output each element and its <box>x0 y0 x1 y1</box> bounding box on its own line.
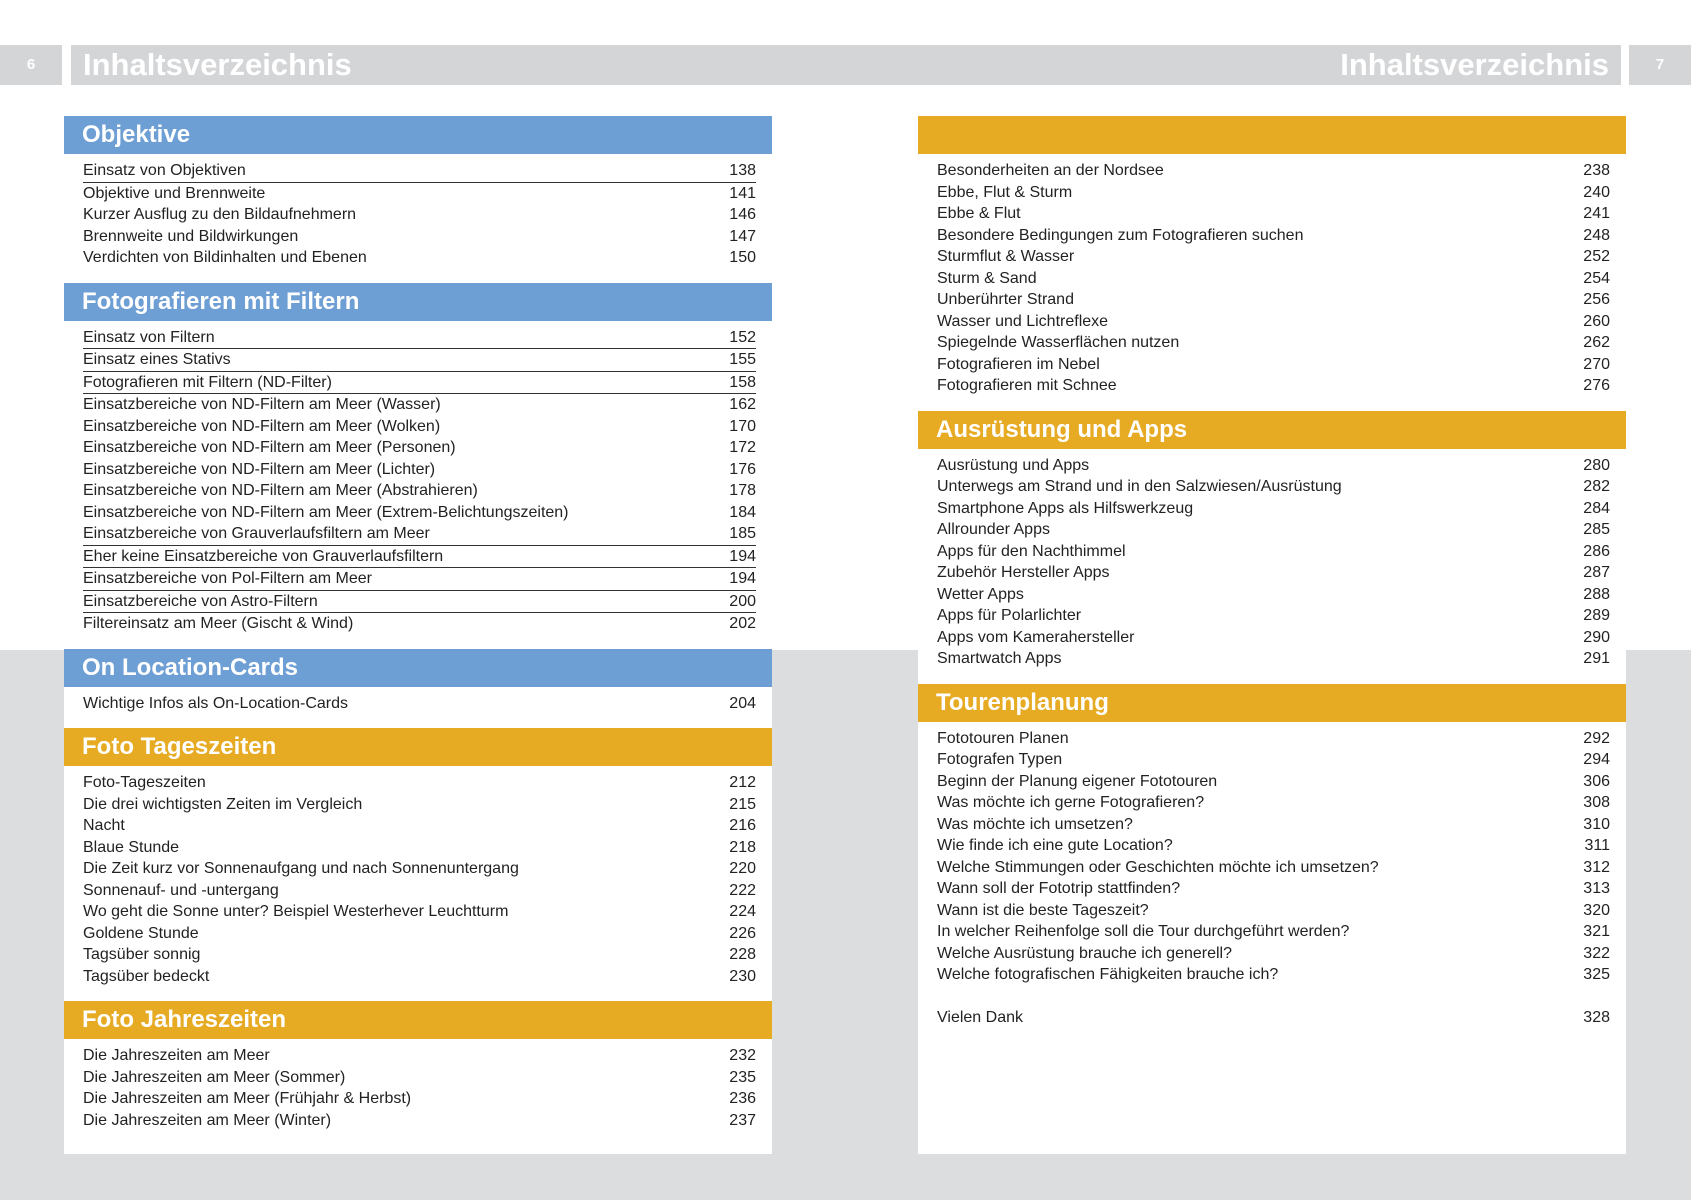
toc-entry-title: Spiegelnde Wasserflächen nutzen <box>937 334 1180 351</box>
toc-entry[interactable] <box>83 437 756 459</box>
toc-entry-page: 230 <box>729 967 756 985</box>
toc-entry-title: Unterwegs am Strand und in den Salzwiesen/Ausrüstung <box>937 478 1342 495</box>
section-heading: Foto Jahreszeiten <box>64 1001 772 1039</box>
toc-entry[interactable] <box>83 1067 756 1089</box>
toc-entry[interactable] <box>937 498 1610 520</box>
toc-entry[interactable] <box>83 480 756 502</box>
toc-entry-page: 288 <box>1583 585 1610 603</box>
toc-entry-list <box>918 154 1626 411</box>
toc-section <box>64 728 772 1001</box>
toc-entry-title: Apps vom Kamerahersteller <box>937 628 1135 646</box>
toc-entry-title: Besonderheiten an der Nordsee <box>937 162 1164 179</box>
toc-entry-page: 158 <box>729 373 756 391</box>
toc-entry-page: 254 <box>1583 269 1610 287</box>
right-page-title: Inhaltsverzeichnis <box>909 45 1621 85</box>
toc-entry-page: 172 <box>729 439 756 456</box>
toc-entry[interactable] <box>937 225 1610 247</box>
toc-entry[interactable] <box>83 247 756 269</box>
toc-entry-title: Wasser und Lichtreflexe <box>937 312 1109 330</box>
toc-entry[interactable] <box>83 1045 756 1067</box>
toc-entry-title: Tagsüber sonnig <box>83 946 201 963</box>
toc-entry-title: Wann soll der Fototrip stattfinden? <box>937 880 1181 897</box>
toc-entry-page: 252 <box>1583 248 1610 265</box>
toc-entry-page: 236 <box>729 1090 756 1107</box>
toc-entry-page: 218 <box>729 838 756 856</box>
toc-entry-page: 202 <box>729 615 756 632</box>
toc-entry-title: Besondere Bedingungen zum Fotografieren suchen <box>937 226 1304 244</box>
toc-entry-page: 232 <box>729 1047 756 1064</box>
toc-entry[interactable] <box>83 1110 756 1132</box>
toc-section <box>64 649 772 729</box>
toc-entry-title: Fotografieren mit Filtern (ND-Filter) <box>83 373 332 391</box>
toc-entry-title: Einsatzbereiche von Grauverlaufsfiltern am Meer <box>83 525 430 542</box>
toc-entry-page: 325 <box>1583 966 1610 983</box>
left-page-title: Inhaltsverzeichnis <box>71 45 909 85</box>
toc-entry-page: 228 <box>729 946 756 963</box>
toc-entry-title: Einsatz eines Stativs <box>83 351 231 368</box>
toc-entry-title: Filtereinsatz am Meer (Gischt & Wind) <box>83 615 354 632</box>
toc-entry-title: Was möchte ich gerne Fotografieren? <box>937 794 1205 811</box>
toc-entry-page: 270 <box>1583 355 1610 373</box>
toc-spacer <box>937 986 1610 1007</box>
toc-entry[interactable] <box>83 693 756 715</box>
toc-entry-page: 321 <box>1583 923 1610 940</box>
toc-section <box>64 1001 772 1145</box>
left-page-number: 6 <box>0 45 62 85</box>
right-page-number: 7 <box>1629 45 1691 85</box>
toc-entry[interactable] <box>937 605 1610 627</box>
toc-entry[interactable] <box>83 372 756 395</box>
toc-entry-title: Einsatz von Objektiven <box>83 162 246 179</box>
toc-entry[interactable] <box>937 648 1610 670</box>
toc-entry[interactable] <box>83 546 756 569</box>
toc-entry-page: 152 <box>729 328 756 346</box>
toc-entry-title: Verdichten von Bildinhalten und Ebenen <box>83 249 367 266</box>
toc-entry-title: Kurzer Ausflug zu den Bildaufnehmern <box>83 206 357 223</box>
toc-entry-page: 292 <box>1583 729 1610 747</box>
toc-entry-title: Die drei wichtigsten Zeiten im Vergleich <box>83 795 363 813</box>
toc-entry[interactable] <box>937 728 1610 750</box>
toc-entry-title: Apps für Polarlichter <box>937 607 1082 624</box>
toc-entry[interactable] <box>937 878 1610 900</box>
toc-entry[interactable] <box>83 966 756 988</box>
toc-entry[interactable] <box>83 591 756 614</box>
toc-entry-title: Nacht <box>83 817 125 834</box>
toc-entry-page: 308 <box>1583 794 1610 811</box>
toc-entry-page: 194 <box>729 570 756 587</box>
toc-entry-page: 235 <box>729 1068 756 1086</box>
toc-entry[interactable] <box>83 944 756 966</box>
toc-entry[interactable] <box>937 354 1610 376</box>
toc-entry-page: 204 <box>729 694 756 712</box>
toc-entry-page: 146 <box>729 206 756 223</box>
toc-section <box>918 411 1626 684</box>
toc-entry-title: Beginn der Planung eigener Fototouren <box>937 772 1218 790</box>
toc-entry-title: Einsatzbereiche von ND-Filtern am Meer (Extrem-Belichtungszeiten) <box>83 503 569 521</box>
toc-entry[interactable] <box>83 794 756 816</box>
toc-entry-list <box>918 449 1626 684</box>
toc-entry[interactable] <box>83 923 756 945</box>
section-heading: Objektive <box>64 116 772 154</box>
toc-entry-title: Objektive und Brennweite <box>83 184 266 202</box>
toc-entry-page: 220 <box>729 860 756 877</box>
toc-entry-title: Sturmflut & Wasser <box>937 248 1075 265</box>
toc-entry[interactable] <box>937 519 1610 541</box>
toc-entry-title: Apps für den Nachthimmel <box>937 542 1126 560</box>
toc-entry-page: 200 <box>729 592 756 610</box>
toc-entry-page: 291 <box>1583 650 1610 667</box>
toc-entry-page: 224 <box>729 903 756 920</box>
toc-entry-page: 276 <box>1583 377 1610 394</box>
toc-entry-title: Welche fotografischen Fähigkeiten brauche ich? <box>937 966 1279 983</box>
toc-entry[interactable] <box>83 183 756 205</box>
toc-entry[interactable] <box>937 182 1610 204</box>
toc-entry-title: Die Jahreszeiten am Meer (Winter) <box>83 1111 332 1129</box>
section-heading: Ausrüstung und Apps <box>918 411 1626 449</box>
toc-entry-page: 313 <box>1583 880 1610 897</box>
toc-entry[interactable] <box>83 613 756 635</box>
toc-entry-page: 248 <box>1583 226 1610 244</box>
toc-entry[interactable] <box>937 771 1610 793</box>
toc-entry-title: Fototouren Planen <box>937 729 1069 747</box>
toc-entry-title: Sturm & Sand <box>937 269 1037 287</box>
toc-entry-page: 226 <box>729 924 756 942</box>
toc-entry-page: 289 <box>1583 607 1610 624</box>
toc-entry[interactable] <box>937 792 1610 814</box>
toc-entry-title: Wie finde ich eine gute Location? <box>937 837 1173 854</box>
toc-entry[interactable] <box>83 901 756 923</box>
toc-entry[interactable] <box>83 394 756 416</box>
toc-entry-page: 240 <box>1583 183 1610 201</box>
toc-entry-title: Wetter Apps <box>937 585 1024 603</box>
toc-entry-title: Fotografen Typen <box>937 751 1063 768</box>
toc-entry-title: Tagsüber bedeckt <box>83 967 210 985</box>
toc-entry[interactable] <box>937 584 1610 606</box>
toc-entry[interactable] <box>83 568 756 591</box>
toc-entry[interactable] <box>937 476 1610 498</box>
toc-entry-title: Ebbe & Flut <box>937 205 1021 222</box>
toc-entry-title: Was möchte ich umsetzen? <box>937 815 1133 833</box>
toc-entry-title: Ebbe, Flut & Sturm <box>937 183 1073 201</box>
toc-entry[interactable] <box>83 327 756 350</box>
toc-entry-title: Fotografieren im Nebel <box>937 355 1100 373</box>
toc-section <box>918 116 1626 411</box>
toc-entry[interactable] <box>83 880 756 902</box>
toc-entry[interactable] <box>937 943 1610 965</box>
toc-entry[interactable] <box>83 204 756 226</box>
toc-entry-title: Einsatzbereiche von ND-Filtern am Meer (Lichter) <box>83 460 436 478</box>
left-toc-column <box>64 116 772 1154</box>
toc-entry-page: 294 <box>1583 751 1610 768</box>
toc-entry-title: Wo geht die Sonne unter? Beispiel Westerhever Leuchtturm <box>83 903 509 920</box>
toc-entry[interactable] <box>937 921 1610 943</box>
toc-entry-page: 150 <box>729 249 756 266</box>
toc-entry-page: 155 <box>729 351 756 368</box>
section-heading: On Location-Cards <box>64 649 772 687</box>
toc-entry-page: 222 <box>729 881 756 899</box>
toc-entry-page: 285 <box>1583 521 1610 538</box>
toc-entry[interactable] <box>937 1007 1610 1029</box>
toc-entry[interactable] <box>83 523 756 546</box>
toc-entry-title: Ausrüstung und Apps <box>937 456 1090 474</box>
toc-entry-list <box>64 321 772 649</box>
toc-entry[interactable] <box>937 900 1610 922</box>
toc-entry-list <box>64 766 772 1001</box>
toc-entry[interactable] <box>937 160 1610 182</box>
toc-entry-page: 238 <box>1583 162 1610 179</box>
toc-entry[interactable] <box>937 268 1610 290</box>
toc-entry-page: 215 <box>729 795 756 813</box>
toc-entry-page: 322 <box>1583 944 1610 962</box>
toc-entry[interactable] <box>83 160 756 183</box>
right-toc-column <box>918 116 1626 1154</box>
toc-entry[interactable] <box>83 1088 756 1110</box>
toc-entry-page: 320 <box>1583 901 1610 919</box>
toc-entry[interactable] <box>83 858 756 880</box>
toc-entry[interactable] <box>83 837 756 859</box>
toc-entry[interactable] <box>937 627 1610 649</box>
toc-entry-page: 141 <box>729 184 756 202</box>
toc-entry[interactable] <box>83 226 756 248</box>
toc-entry-title: Wann ist die beste Tageszeit? <box>937 901 1149 919</box>
toc-entry-title: Einsatz von Filtern <box>83 328 215 346</box>
toc-entry-page: 178 <box>729 482 756 499</box>
toc-entry[interactable] <box>83 349 756 372</box>
toc-entry-page: 256 <box>1583 291 1610 308</box>
toc-entry-title: Die Jahreszeiten am Meer (Sommer) <box>83 1068 346 1086</box>
toc-entry-page: 262 <box>1583 334 1610 351</box>
toc-entry-title: Vielen Dank <box>937 1008 1023 1026</box>
toc-entry[interactable] <box>937 246 1610 268</box>
toc-entry-page: 280 <box>1583 456 1610 474</box>
toc-entry-page: 194 <box>729 547 756 565</box>
toc-entry-page: 241 <box>1583 205 1610 222</box>
toc-entry-title: Einsatzbereiche von ND-Filtern am Meer (Abstrahieren) <box>83 482 478 499</box>
section-heading <box>918 116 1626 154</box>
toc-entry-title: Sonnenauf- und -untergang <box>83 881 279 899</box>
toc-entry-title: Wichtige Infos als On-Location-Cards <box>83 694 348 712</box>
toc-entry[interactable] <box>937 857 1610 879</box>
toc-entry-title: Die Zeit kurz vor Sonnenaufgang und nach Sonnenuntergang <box>83 860 519 877</box>
toc-entry-page: 184 <box>729 503 756 521</box>
toc-entry[interactable] <box>937 203 1610 225</box>
toc-entry-list <box>64 154 772 283</box>
toc-entry-title: Brennweite und Bildwirkungen <box>83 227 299 245</box>
toc-entry-page: 282 <box>1583 478 1610 495</box>
toc-entry-list <box>64 1039 772 1145</box>
toc-entry-page: 290 <box>1583 628 1610 646</box>
toc-entry[interactable] <box>937 749 1610 771</box>
toc-entry-title: Welche Ausrüstung brauche ich generell? <box>937 944 1232 962</box>
toc-section <box>918 684 1626 1043</box>
toc-entry-page: 306 <box>1583 772 1610 790</box>
toc-entry-title: Einsatzbereiche von ND-Filtern am Meer (Wasser) <box>83 396 441 413</box>
toc-entry-page: 312 <box>1583 858 1610 876</box>
toc-entry-title: Einsatzbereiche von ND-Filtern am Meer (Wolken) <box>83 417 441 435</box>
toc-entry-title: Die Jahreszeiten am Meer (Frühjahr & Herbst) <box>83 1090 412 1107</box>
toc-entry-page: 162 <box>729 396 756 413</box>
toc-entry-title: Die Jahreszeiten am Meer <box>83 1047 270 1064</box>
toc-entry-page: 138 <box>729 162 756 179</box>
toc-entry[interactable] <box>83 502 756 524</box>
section-heading: Foto Tageszeiten <box>64 728 772 766</box>
toc-entry[interactable] <box>937 541 1610 563</box>
toc-entry-page: 176 <box>729 460 756 478</box>
toc-section <box>64 283 772 649</box>
toc-entry-page: 286 <box>1583 542 1610 560</box>
toc-entry[interactable] <box>937 835 1610 857</box>
toc-entry-page: 185 <box>729 525 756 542</box>
toc-entry-title: Allrounder Apps <box>937 521 1050 538</box>
toc-entry-title: Smartwatch Apps <box>937 650 1062 667</box>
toc-entry[interactable] <box>83 459 756 481</box>
toc-entry[interactable] <box>937 814 1610 836</box>
toc-entry[interactable] <box>937 289 1610 311</box>
toc-entry-title: Unberührter Strand <box>937 291 1074 308</box>
section-heading: Tourenplanung <box>918 684 1626 722</box>
toc-entry[interactable] <box>937 332 1610 354</box>
toc-entry-page: 216 <box>729 817 756 834</box>
toc-entry-page: 212 <box>729 774 756 791</box>
toc-entry-title: Smartphone Apps als Hilfswerkzeug <box>937 499 1194 517</box>
toc-entry[interactable] <box>937 311 1610 333</box>
toc-entry-title: Goldene Stunde <box>83 924 199 942</box>
toc-entry[interactable] <box>83 416 756 438</box>
toc-entry-page: 260 <box>1583 312 1610 330</box>
toc-entry-title: Eher keine Einsatzbereiche von Grauverlaufsfiltern <box>83 547 444 565</box>
toc-entry-title: Foto-Tageszeiten <box>83 774 206 791</box>
toc-entry-page: 147 <box>729 227 756 245</box>
toc-entry-title: Einsatzbereiche von Pol-Filtern am Meer <box>83 570 373 587</box>
toc-entry-title: Blaue Stunde <box>83 838 180 856</box>
toc-entry-page: 170 <box>729 417 756 435</box>
toc-entry[interactable] <box>937 562 1610 584</box>
toc-entry-page: 237 <box>729 1111 756 1129</box>
toc-entry-page: 287 <box>1583 564 1610 581</box>
toc-entry[interactable] <box>83 772 756 794</box>
toc-entry-page: 311 <box>1584 837 1610 854</box>
toc-entry[interactable] <box>83 815 756 837</box>
toc-entry-page: 284 <box>1583 499 1610 517</box>
toc-entry-page: 310 <box>1583 815 1610 833</box>
toc-entry-title: Zubehör Hersteller Apps <box>937 564 1110 581</box>
toc-entry-title: Einsatzbereiche von ND-Filtern am Meer (Personen) <box>83 439 456 456</box>
toc-section <box>64 116 772 283</box>
toc-entry-title: Einsatzbereiche von Astro-Filtern <box>83 592 318 610</box>
toc-entry[interactable] <box>937 375 1610 397</box>
toc-entry-list <box>918 722 1626 1043</box>
toc-entry[interactable] <box>937 455 1610 477</box>
toc-entry-title: Fotografieren mit Schnee <box>937 377 1117 394</box>
section-heading: Fotografieren mit Filtern <box>64 283 772 321</box>
toc-entry[interactable] <box>937 964 1610 986</box>
toc-entry-title: In welcher Reihenfolge soll die Tour durchgeführt werden? <box>937 923 1350 940</box>
toc-entry-list <box>64 687 772 729</box>
toc-entry-title: Welche Stimmungen oder Geschichten möchte ich umsetzen? <box>937 858 1379 876</box>
toc-entry-page: 328 <box>1583 1008 1610 1026</box>
